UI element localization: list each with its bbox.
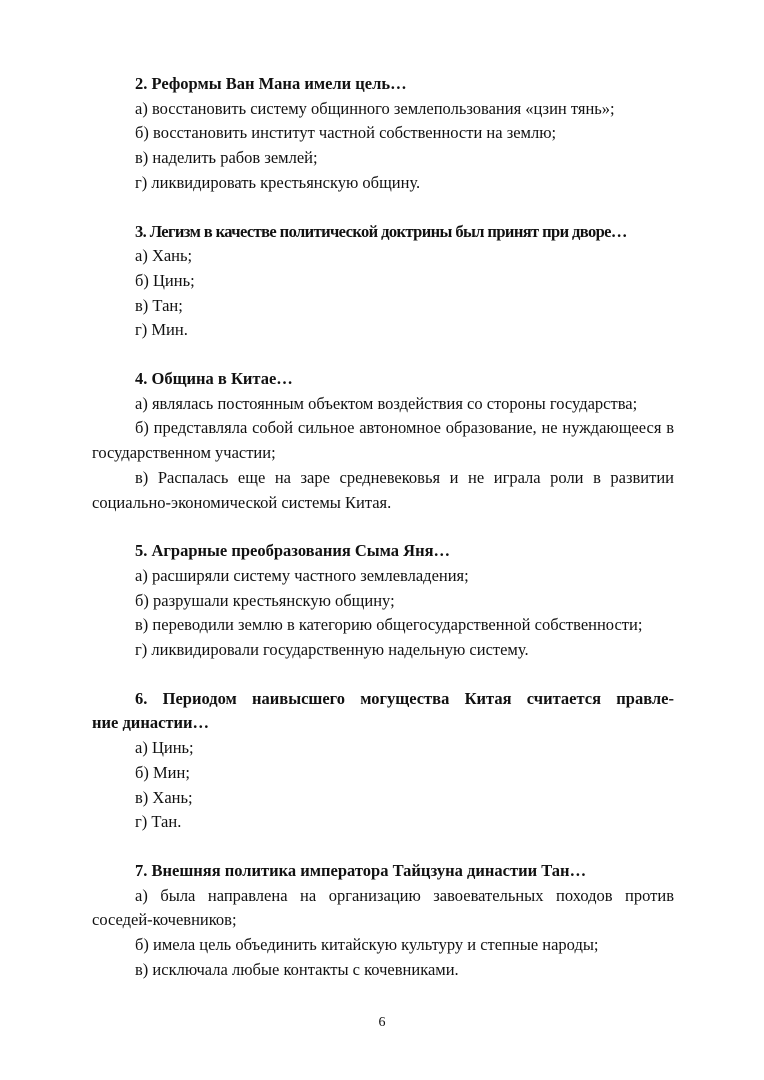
answer-option: г) ликвидировать крестьянскую общину. — [135, 172, 421, 192]
question-6 — [92, 687, 674, 835]
answer-option: а) Цинь; — [135, 738, 194, 758]
question-title: 4. Община в Китае… — [135, 369, 293, 389]
question-2 — [92, 72, 674, 196]
answer-option: в) Хань; — [135, 787, 193, 807]
question-5 — [92, 539, 674, 663]
answer-option: б) разрушали крестьянскую общину; — [135, 590, 395, 610]
answer-option: г) Мин. — [135, 320, 188, 340]
answer-option: в) исключала любые контакты с кочевниками. — [135, 959, 459, 979]
question-3 — [92, 220, 674, 344]
answer-option: а) восстановить систему общинного землепользования «цзин тянь»; — [135, 98, 615, 118]
answer-option: в) переводили землю в категорию общегосударственной собственности; — [135, 615, 643, 635]
answer-option: б) Мин; — [135, 762, 190, 782]
answer-option: г) Тан. — [135, 812, 182, 832]
answer-option: в) Распалась еще на заре средневековья и не играла роли в развитии социально-экономической системы Китая. — [92, 467, 674, 512]
answer-option: а) была направлена на организацию завоевательных походов против соседей-кочевников; — [92, 885, 674, 930]
question-title: 2. Реформы Ван Мана имели цель… — [135, 74, 407, 93]
answer-option: б) восстановить институт частной собственности на землю; — [135, 123, 557, 143]
question-4 — [92, 367, 674, 515]
question-title: 3. Легизм в качестве политической доктрины был принят при дворе… — [135, 221, 627, 241]
question-title-continuation: ние династии… — [92, 713, 210, 733]
question-7 — [92, 859, 674, 983]
page-number: 6 — [378, 1015, 386, 1030]
answer-option: в) наделить рабов землей; — [135, 148, 318, 168]
answer-option: б) Цинь; — [135, 270, 195, 290]
answer-option: а) расширяли систему частного землевладения; — [135, 565, 469, 585]
answer-option: б) имела цель объединить китайскую культуру и степные народы; — [135, 935, 599, 955]
answer-option: а) Хань; — [135, 246, 193, 266]
question-title: 7. Внешняя политика императора Тайцзуна династии Тан… — [135, 860, 587, 880]
answer-option: в) Тан; — [135, 295, 183, 315]
answer-option: б) представляла собой сильное автономное образование, не нуждающееся в государственном участии; — [92, 418, 674, 463]
page-content — [92, 72, 674, 1007]
question-title: 5. Аграрные преобразования Сыма Яня… — [135, 541, 451, 561]
answer-option: г) ликвидировали государственную надельную систему. — [135, 640, 529, 660]
answer-option: а) являлась постоянным объектом воздействия со стороны государства; — [135, 393, 638, 413]
question-title: 6. Периодом наивысшего могущества Китая считается правле- — [135, 688, 674, 708]
